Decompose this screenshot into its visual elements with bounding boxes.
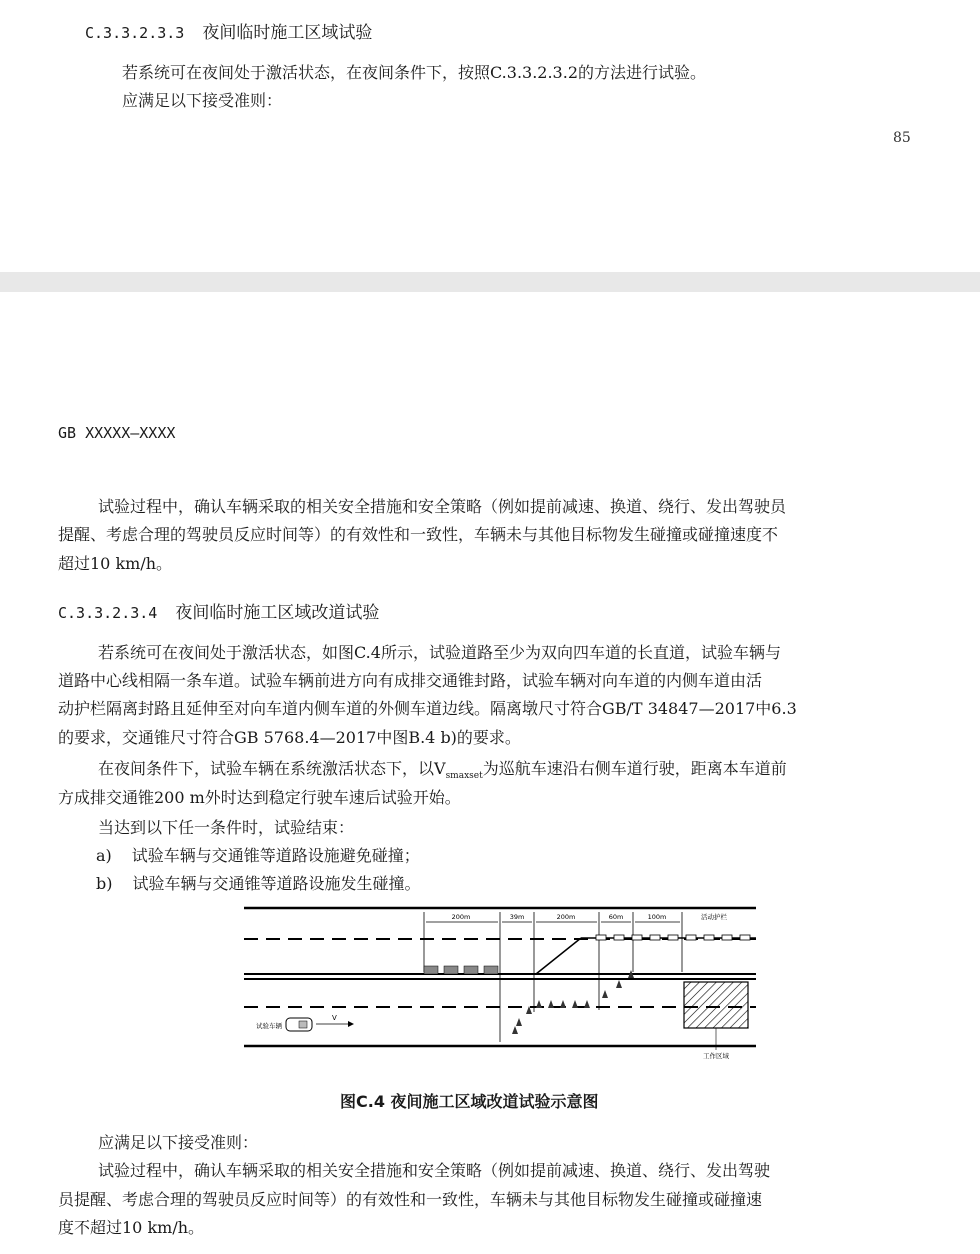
- movable-barrier-blocks: [596, 935, 750, 940]
- paragraph-line: 试验过程中，确认车辆采取的相关安全措施和安全策略（例如提前减速、换道、绕行、发出驾驶员: [98, 497, 787, 516]
- paragraph-line: 的要求，交通锥尺寸符合GB 5768.4—2017中图B.4 b)的要求。: [58, 728, 521, 747]
- paragraph-line: 提醒、考虑合理的驾驶员反应时间等）的有效性和一致性，车辆未与其他目标物发生碰撞或碰撞速度不: [58, 525, 779, 544]
- list-marker: b): [96, 874, 113, 893]
- dim-label-100m: 100m: [647, 913, 667, 921]
- page-number: 85: [893, 130, 911, 146]
- paragraph-line: 若系统可在夜间处于激活状态，在夜间条件下，按照C.3.3.2.3.2的方法进行试验。: [122, 63, 707, 82]
- paragraph-line: 试验过程中，确认车辆采取的相关安全措施和安全策略（例如提前减速、换道、绕行、发出驾驶: [98, 1161, 771, 1180]
- section-number: C.3.3.2.3.3: [85, 24, 185, 42]
- section-title: 夜间临时施工区域试验: [202, 23, 373, 43]
- paragraph-line: 道路中心线相隔一条车道。试验车辆前进方向有成排交通锥封路，试验车辆对向车道的内侧车道由活: [58, 671, 763, 690]
- section-title: 夜间临时施工区域改道试验: [175, 603, 380, 623]
- section-number: C.3.3.2.3.4: [58, 604, 158, 622]
- page-separator: [0, 272, 980, 292]
- paragraph-line: 员提醒、考虑合理的驾驶员反应时间等）的有效性和一致性，车辆未与其他目标物发生碰撞或碰撞速: [58, 1190, 763, 1209]
- speed-text-after: 为巡航车速沿右侧车道行驶，距离本车道前: [482, 759, 787, 778]
- vehicle-windshield: [299, 1021, 307, 1028]
- dim-label-200m-a: 200m: [451, 913, 471, 921]
- paragraph-line: 当达到以下任一条件时，试验结束：: [98, 818, 355, 837]
- paragraph-line: 方成排交通锥200 m外时达到稳定行驶车速后试验开始。: [58, 788, 461, 807]
- paragraph-line: 应满足以下接受准则：: [98, 1133, 259, 1152]
- paragraph-line: 超过10 km/h。: [58, 554, 173, 573]
- figure-c4-diagram: [236, 902, 761, 1070]
- velocity-label: V: [332, 1014, 337, 1022]
- paragraph-line: 应满足以下接受准则：: [122, 91, 283, 110]
- work-zone-area: [684, 982, 748, 1028]
- standard-number: GB XXXXX—XXXX: [58, 424, 176, 442]
- list-marker: a): [96, 846, 112, 865]
- speed-subscript: smaxset: [445, 771, 483, 782]
- list-text: 试验车辆与交通锥等道路设施避免碰撞；: [131, 846, 420, 865]
- speed-text-before: 在夜间条件下，试验车辆在系统激活状态下，以V: [98, 759, 446, 778]
- section-heading-c33234: [58, 598, 379, 623]
- list-item: [96, 871, 421, 897]
- figure-caption: 图C.4 夜间施工区域改道试验示意图: [340, 1092, 599, 1111]
- movable-barrier-label: 活动护栏: [701, 913, 727, 921]
- list-item: [96, 843, 420, 869]
- paragraph-line: 若系统可在夜间处于激活状态，如图C.4所示，试验道路至少为双向四车道的长直道，试验车辆与: [98, 643, 781, 662]
- dim-label-60m: 60m: [608, 913, 624, 921]
- dim-label-200m-b: 200m: [556, 913, 576, 921]
- vehicle-label: 试验车辆: [256, 1022, 282, 1030]
- paragraph-line: 动护栏隔离封路且延伸至对向车道内侧车道的外侧车道边线。隔离墩尺寸符合GB/T 34847—2017中6.3: [58, 699, 797, 718]
- work-zone-label: 工作区域: [703, 1052, 729, 1060]
- section-heading-c33233: [85, 18, 372, 43]
- list-text: 试验车辆与交通锥等道路设施发生碰撞。: [132, 874, 421, 893]
- dim-label-39m: 39m: [509, 913, 525, 921]
- paragraph-line: 度不超过10 km/h。: [58, 1218, 205, 1237]
